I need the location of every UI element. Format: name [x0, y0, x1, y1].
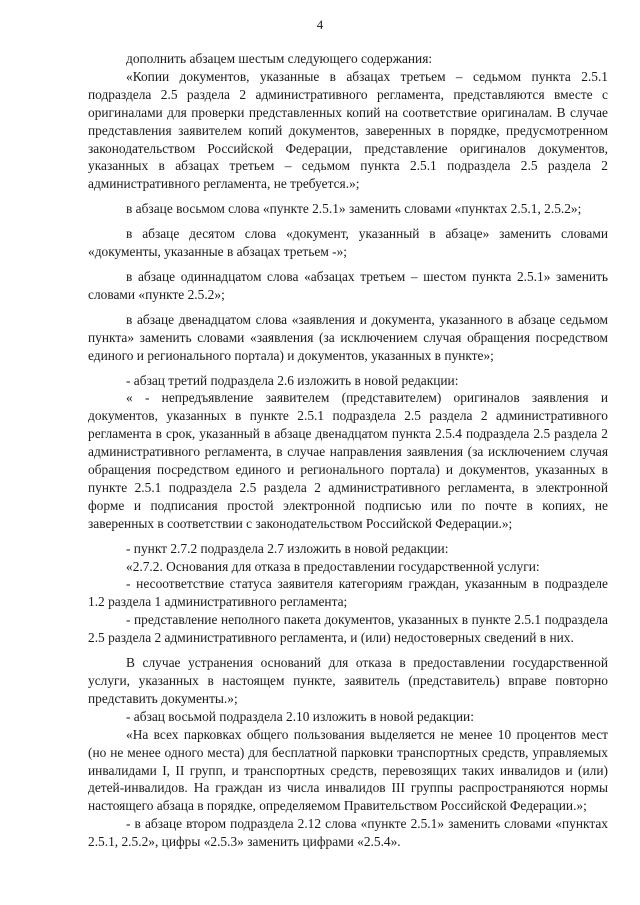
paragraph: - в абзаце втором подраздела 2.12 слова «пункте 2.5.1» заменить словами «пунктах 2.5.1, 2.5.2», цифры «2.5.3» заменить цифрами «2.5.4».: [88, 816, 608, 850]
document-body: [88, 50, 608, 851]
paragraph: в абзаце восьмом слова «пункте 2.5.1» заменить словами «пунктах 2.5.1, 2.5.2»;: [126, 201, 582, 217]
paragraph: дополнить абзацем шестым следующего содержания:: [126, 51, 433, 66]
paragraph: - пункт 2.7.2 подраздела 2.7 изложить в новой редакции:: [126, 540, 449, 556]
paragraph: - представление неполного пакета документов, указанных в пункте 2.5.1 подраздела 2.5 раздела 2 административного регламента, и (или) недостоверных сведений в них.: [88, 612, 608, 646]
paragraph: - абзац третий подраздела 2.6 изложить в новой редакции:: [126, 372, 459, 388]
paragraph: в абзаце десятом слова «документ, указанный в абзаце» заменить словами «документы, указанные в абзацах третьем -»;: [88, 226, 608, 260]
paragraph: в абзаце одиннадцатом слова «абзацах третьем – шестом пункта 2.5.1» заменить словами «пункте 2.5.2»;: [88, 268, 608, 302]
paragraph: «2.7.2. Основания для отказа в предоставлении государственной услуги:: [126, 558, 540, 574]
paragraph: в абзаце двенадцатом слова «заявления и документа, указанного в абзаце седьмом пункта» заменить словами «заявления (за исключением случая обращения посредством единого и регионального портала) и документов, указанных в пункте»;: [88, 311, 608, 363]
paragraph: В случае устранения оснований для отказа в предоставлении государственной услуги, указанных в настоящем пункте, заявитель (представитель) вправе повторно представить документы.»;: [88, 655, 608, 706]
paragraph: - несоответствие статуса заявителя категориям граждан, указанным в подразделе 1.2 раздела 1 административного регламента;: [88, 576, 608, 610]
paragraph: « - непредъявление заявителем (представителем) оригиналов заявления и документов, указанных в пункте 2.5.1 подраздела 2.5 раздела 2 административного регламента в срок, указанный в абзаце двенадцатом пункта 2.5.4 подраздела 2.5 раздела 2 административного регламента, в случае направления заявления (за исключением случая обращения посредством единого и регионального портала) и документов, указанных в пункте 2.5.1 подраздела 2.5 раздела 2 административного регламента, в электронной форме и подписания простой электронной подписью или по почте в копиях, не заверенных в соответствии с законодательством Российской Федерации.»;: [88, 390, 608, 531]
paragraph: - абзац восьмой подраздела 2.10 изложить в новой редакции:: [126, 708, 474, 724]
paragraph: «На всех парковках общего пользования выделяется не менее 10 процентов мест (но не менее одного места) для бесплатной парковки транспортных средств, управляемых инвалидами I, II групп, и транспортных средств, перевозящих таких инвалидов и (или) детей-инвалидов. На граждан из числа инвалидов III группы распространяются нормы настоящего абзаца в порядке, определяемом Правительством Российской Федерации.»;: [88, 726, 608, 814]
paragraph: «Копии документов, указанные в абзацах третьем – седьмом пункта 2.5.1 подраздела 2.5 раздела 2 административного регламента, представляются вместе с оригиналами для проверки представленных копий на соответствие оригиналам. В случае представления заявителем копий документов, заверенных в порядке, предусмотренном законодательством Российской Федерации, представление оригиналов документов, указанных в абзацах третьем – седьмом пункта 2.5.1 подраздела 2.5 раздела 2 административного регламента, не требуется.»;: [88, 68, 608, 192]
page-number: 4: [316, 17, 324, 32]
